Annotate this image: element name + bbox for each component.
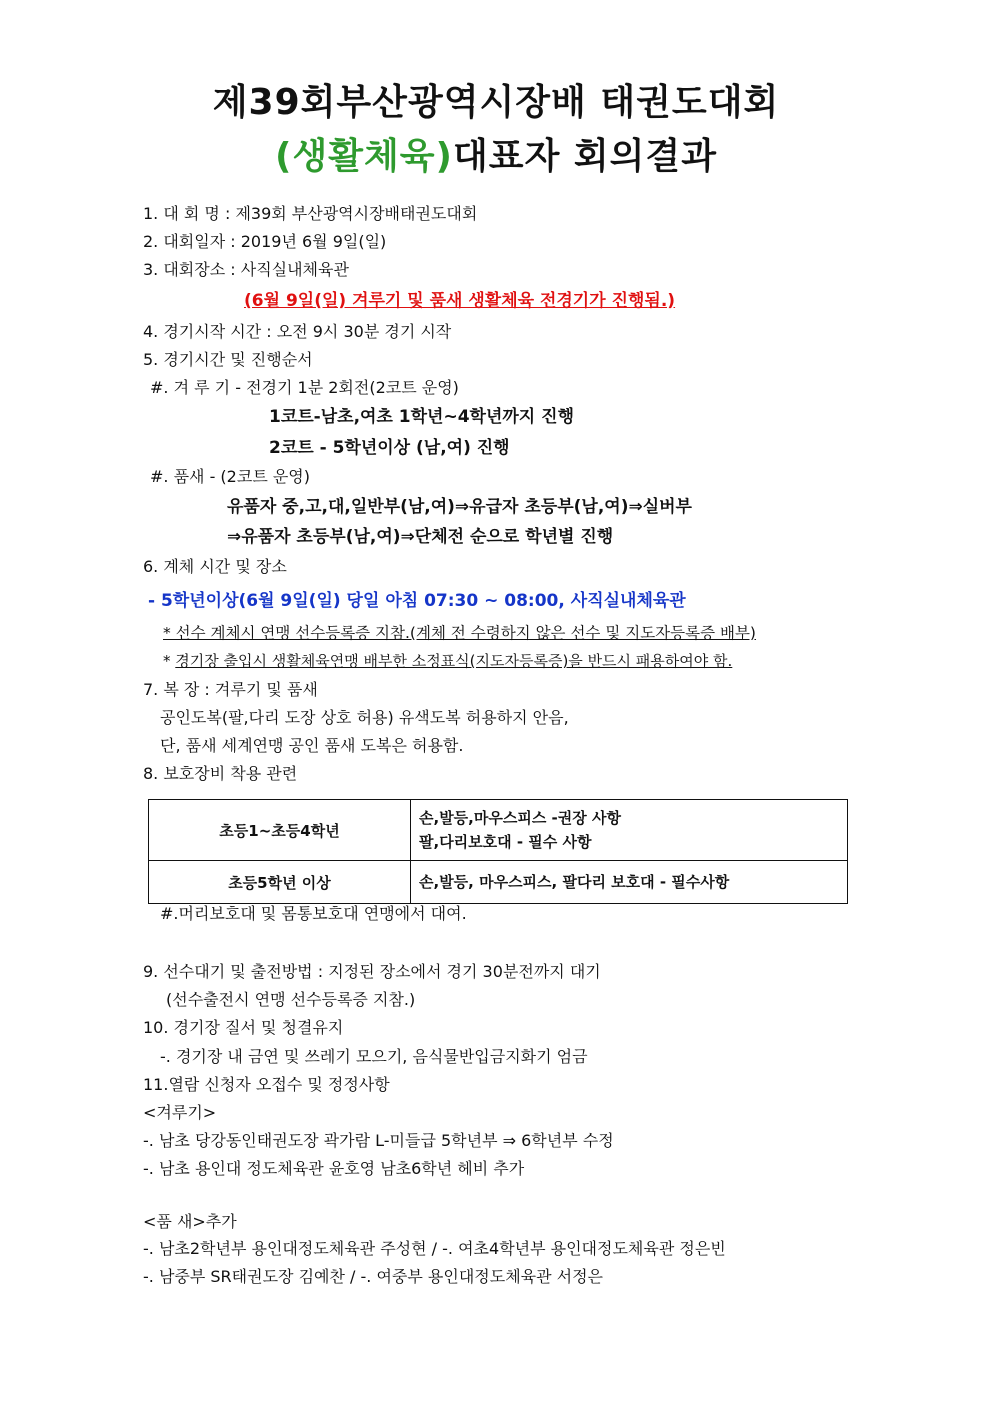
- gear-rule: 손,발등, 마우스피스, 팔다리 보호대 - 필수사항: [419, 873, 730, 891]
- item-7-uniform-heading: 7. 복 장 : 겨루기 및 품새: [143, 680, 318, 699]
- item-5-court1: 1코트-남초,여초 1학년~4학년까지 진행: [269, 407, 574, 427]
- item-5-kyorugi-line: #. 겨 루 기 - 전경기 1분 2회전(2코트 운영): [150, 378, 459, 397]
- protective-gear-table: [148, 799, 848, 904]
- item-9-note: (선수출전시 연맹 선수등록증 지참.): [166, 990, 416, 1009]
- item-6-note-registration: * 선수 계체시 연맹 선수등록증 지참.(계체 전 수령하지 않은 선수 및 지도자등록증 배부): [163, 624, 756, 642]
- item-5-poomsae-order-2: ⇒유품자 초등부(남,여)⇒단체전 순으로 학년별 진행: [227, 527, 614, 547]
- item-1-event-name: 1. 대 회 명 : 제39회 부산광역시장배태권도대회: [143, 204, 478, 223]
- title-green-part: (생활체육): [275, 136, 454, 177]
- item-10-order-heading: 10. 경기장 질서 및 청결유지: [143, 1018, 344, 1037]
- grade-group-cell: 초등5학년 이상: [149, 861, 411, 904]
- title-rest-part: 대표자 회의결과: [453, 136, 717, 177]
- item-6-weigh-in-heading: 6. 계체 시간 및 장소: [143, 557, 287, 576]
- note-badge-text: 경기장 출입시 생활체육연맹 배부한 소정표식(지도자등록증)을 반드시 패용하여야 함.: [175, 652, 733, 670]
- item-9-standby: 9. 선수대기 및 출전방법 : 지정된 장소에서 경기 30분전까지 대기: [143, 962, 601, 981]
- gear-rule: 팔,다리보호대 - 필수 사항: [419, 833, 592, 851]
- item-11-kyorugi-correction-2: -. 남초 용인대 정도체육관 윤호영 남초6학년 헤비 추가: [143, 1159, 525, 1178]
- gear-rules-cell: [411, 861, 848, 904]
- item-8-table-note: #.머리보호대 및 몸통보호대 연맹에서 대여.: [160, 904, 467, 923]
- item-11-poomsae-heading: <품 새>추가: [143, 1212, 237, 1231]
- item-7-uniform-line2: 단, 품새 세계연맹 공인 품새 도복은 허용함.: [160, 736, 464, 755]
- item-5-poomsae-line: #. 품새 - (2코트 운영): [150, 467, 311, 486]
- gear-rules-cell: [411, 800, 848, 861]
- item-6-note-badge: [163, 651, 732, 671]
- item-11-kyorugi-heading: <겨루기>: [143, 1103, 217, 1122]
- table-row: [149, 800, 848, 861]
- item-5-poomsae-order-1: 유품자 중,고,대,일반부(남,여)⇒유급자 초등부(남,여)⇒실버부: [227, 497, 692, 517]
- item-3-venue: 3. 대회장소 : 사직실내체육관: [143, 260, 349, 279]
- table-row: [149, 861, 848, 904]
- item-11-kyorugi-correction-1: -. 남초 당강동인태권도장 곽가람 L-미들급 5학년부 ⇒ 6학년부 수정: [143, 1131, 614, 1150]
- item-6-weigh-in-detail: - 5학년이상(6월 9일(일) 당일 아침 07:30 ~ 08:00, 사직실내체육관: [148, 591, 686, 611]
- note-bullet: *: [163, 652, 176, 670]
- item-11-poomsae-addition-1: -. 남초2학년부 용인대정도체육관 주성현 / -. 여초4학년부 용인대정도체육관 정은빈: [143, 1239, 726, 1258]
- item-4-start-time: 4. 경기시작 시간 : 오전 9시 30분 경기 시작: [143, 322, 452, 341]
- item-7-uniform-line1: 공인도복(팔,다리 도장 상호 허용) 유색도복 허용하지 안음,: [160, 708, 569, 727]
- document-title-line1: 제39회부산광역시장배 태권도대회: [212, 82, 780, 123]
- item-11-corrections-heading: 11.열람 신청자 오접수 및 정정사항: [143, 1075, 390, 1094]
- item-8-protective-heading: 8. 보호장비 착용 관련: [143, 764, 298, 783]
- gear-rule: 손,발등,마우스피스 -권장 사항: [419, 809, 621, 827]
- item-3-red-notice: (6월 9일(일) 겨루기 및 품새 생활체육 전경기가 진행됨.): [244, 291, 676, 311]
- item-5-court2: 2코트 - 5학년이상 (남,여) 진행: [269, 438, 510, 458]
- item-11-poomsae-addition-2: -. 남중부 SR태권도장 김예찬 / -. 여중부 용인대정도체육관 서정은: [143, 1267, 604, 1286]
- item-10-note: -. 경기장 내 금연 및 쓰레기 모으기, 음식물반입금지화기 엄금: [160, 1047, 588, 1066]
- grade-group-cell: 초등1~초등4학년: [149, 800, 411, 861]
- item-5-schedule-heading: 5. 경기시간 및 진행순서: [143, 350, 313, 369]
- item-2-event-date: 2. 대회일자 : 2019년 6월 9일(일): [143, 232, 387, 251]
- document-title-line2: [0, 128, 992, 179]
